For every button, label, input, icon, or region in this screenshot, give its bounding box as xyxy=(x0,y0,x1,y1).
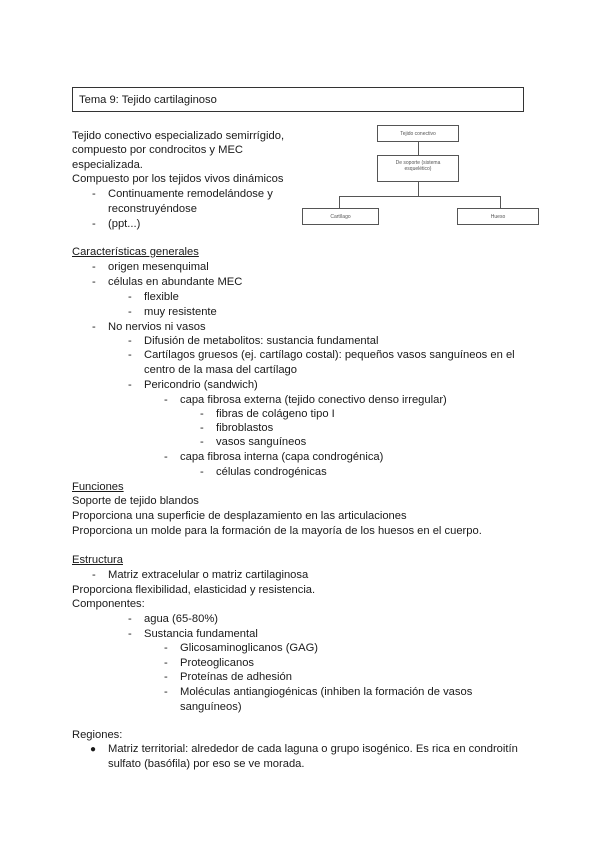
intro-line: compuesto por condrocitos y MEC xyxy=(72,144,243,156)
page-title: Tema 9: Tejido cartilaginoso xyxy=(79,94,217,106)
list-item: Pericondrio (sandwich) xyxy=(144,379,258,391)
dash-bullet: - xyxy=(92,218,96,230)
paragraph-line: Componentes: xyxy=(72,598,145,610)
dash-bullet: - xyxy=(164,671,168,683)
dash-bullet: - xyxy=(92,321,96,333)
list-item: capa fibrosa externa (tejido conectivo denso irregular) xyxy=(180,394,447,406)
list-item: muy resistente xyxy=(144,306,217,318)
list-item: flexible xyxy=(144,291,179,303)
paragraph-line: Regiones: xyxy=(72,729,123,741)
list-item: centro de la masa del cartílago xyxy=(144,364,297,376)
dash-bullet: - xyxy=(128,335,132,347)
diagram-box-top: Tejido conectivo xyxy=(377,125,459,142)
title-box xyxy=(72,87,524,112)
dash-bullet: - xyxy=(92,188,96,200)
dash-bullet: - xyxy=(164,451,168,463)
list-item: Difusión de metabolitos: sustancia fundamental xyxy=(144,335,379,347)
list-item: Cartílagos gruesos (ej. cartílago costal): pequeños vasos sanguíneos en el xyxy=(144,349,515,361)
list-item: células condrogénicas xyxy=(216,466,327,478)
list-item: agua (65-80%) xyxy=(144,613,219,625)
paragraph-line: Proporciona un molde para la formación de la mayoría de los huesos en el cuerpo. xyxy=(72,525,482,537)
intro-bullet: reconstruyéndose xyxy=(108,203,197,215)
diagram-connector xyxy=(339,196,340,208)
list-item: Matriz territorial: alrededor de cada laguna o grupo isogénico. Es rica en condroitín xyxy=(108,743,518,755)
paragraph-line: Soporte de tejido blandos xyxy=(72,495,199,507)
diagram-connector xyxy=(418,182,419,196)
list-item: origen mesenquimal xyxy=(108,261,209,273)
dash-bullet: - xyxy=(128,306,132,318)
dash-bullet: - xyxy=(200,466,204,478)
paragraph-line: Proporciona flexibilidad, elasticidad y resistencia. xyxy=(72,584,316,596)
list-item: células en abundante MEC xyxy=(108,276,243,288)
dash-bullet: - xyxy=(200,436,204,448)
intro-bullet: (ppt...) xyxy=(108,218,141,230)
list-item: capa fibrosa interna (capa condrogénica) xyxy=(180,451,384,463)
section-heading: Estructura xyxy=(72,554,123,566)
list-item: vasos sanguíneos xyxy=(216,436,307,448)
paragraph-line: Proporciona una superficie de desplazamiento en las articulaciones xyxy=(72,510,407,522)
dash-bullet: - xyxy=(92,261,96,273)
intro-line: Compuesto por los tejidos vivos dinámicos xyxy=(72,173,284,185)
list-item: No nervios ni vasos xyxy=(108,321,206,333)
diagram-box-middle: De soporte (sistema esquelético) xyxy=(377,155,459,182)
dash-bullet: - xyxy=(128,379,132,391)
dash-bullet: - xyxy=(200,422,204,434)
list-item: sulfato (basófila) por eso se ve morada. xyxy=(108,758,305,770)
section-heading: Características generales xyxy=(72,246,199,258)
dash-bullet: - xyxy=(128,613,132,625)
list-item: Moléculas antiangiogénicas (inhiben la formación de vasos xyxy=(180,686,473,698)
diagram-box-left: Cartílago xyxy=(302,208,379,225)
diagram-connector xyxy=(500,196,501,208)
dash-bullet: - xyxy=(164,642,168,654)
list-item: fibroblastos xyxy=(216,422,274,434)
list-item: fibras de colágeno tipo I xyxy=(216,408,335,420)
section-heading: Funciones xyxy=(72,481,124,493)
dash-bullet: - xyxy=(164,394,168,406)
diagram-box-right: Hueso xyxy=(457,208,539,225)
list-item: Glicosaminoglicanos (GAG) xyxy=(180,642,319,654)
dash-bullet: - xyxy=(92,276,96,288)
diagram-connector xyxy=(418,142,419,155)
intro-line: Tejido conectivo especializado semirrígido, xyxy=(72,130,285,142)
dash-bullet: - xyxy=(164,686,168,698)
dash-bullet: - xyxy=(200,408,204,420)
dash-bullet: - xyxy=(92,569,96,581)
list-item: Sustancia fundamental xyxy=(144,628,258,640)
dot-bullet: ● xyxy=(90,744,97,755)
intro-line: especializada. xyxy=(72,159,143,171)
diagram-connector xyxy=(339,196,501,197)
list-item: Proteínas de adhesión xyxy=(180,671,292,683)
list-item: sanguíneos) xyxy=(180,701,242,713)
dash-bullet: - xyxy=(164,657,168,669)
intro-bullet: Continuamente remodelándose y xyxy=(108,188,273,200)
dash-bullet: - xyxy=(128,291,132,303)
list-item: Matriz extracelular o matriz cartilaginosa xyxy=(108,569,309,581)
dash-bullet: - xyxy=(128,628,132,640)
dash-bullet: - xyxy=(128,349,132,361)
list-item: Proteoglicanos xyxy=(180,657,255,669)
